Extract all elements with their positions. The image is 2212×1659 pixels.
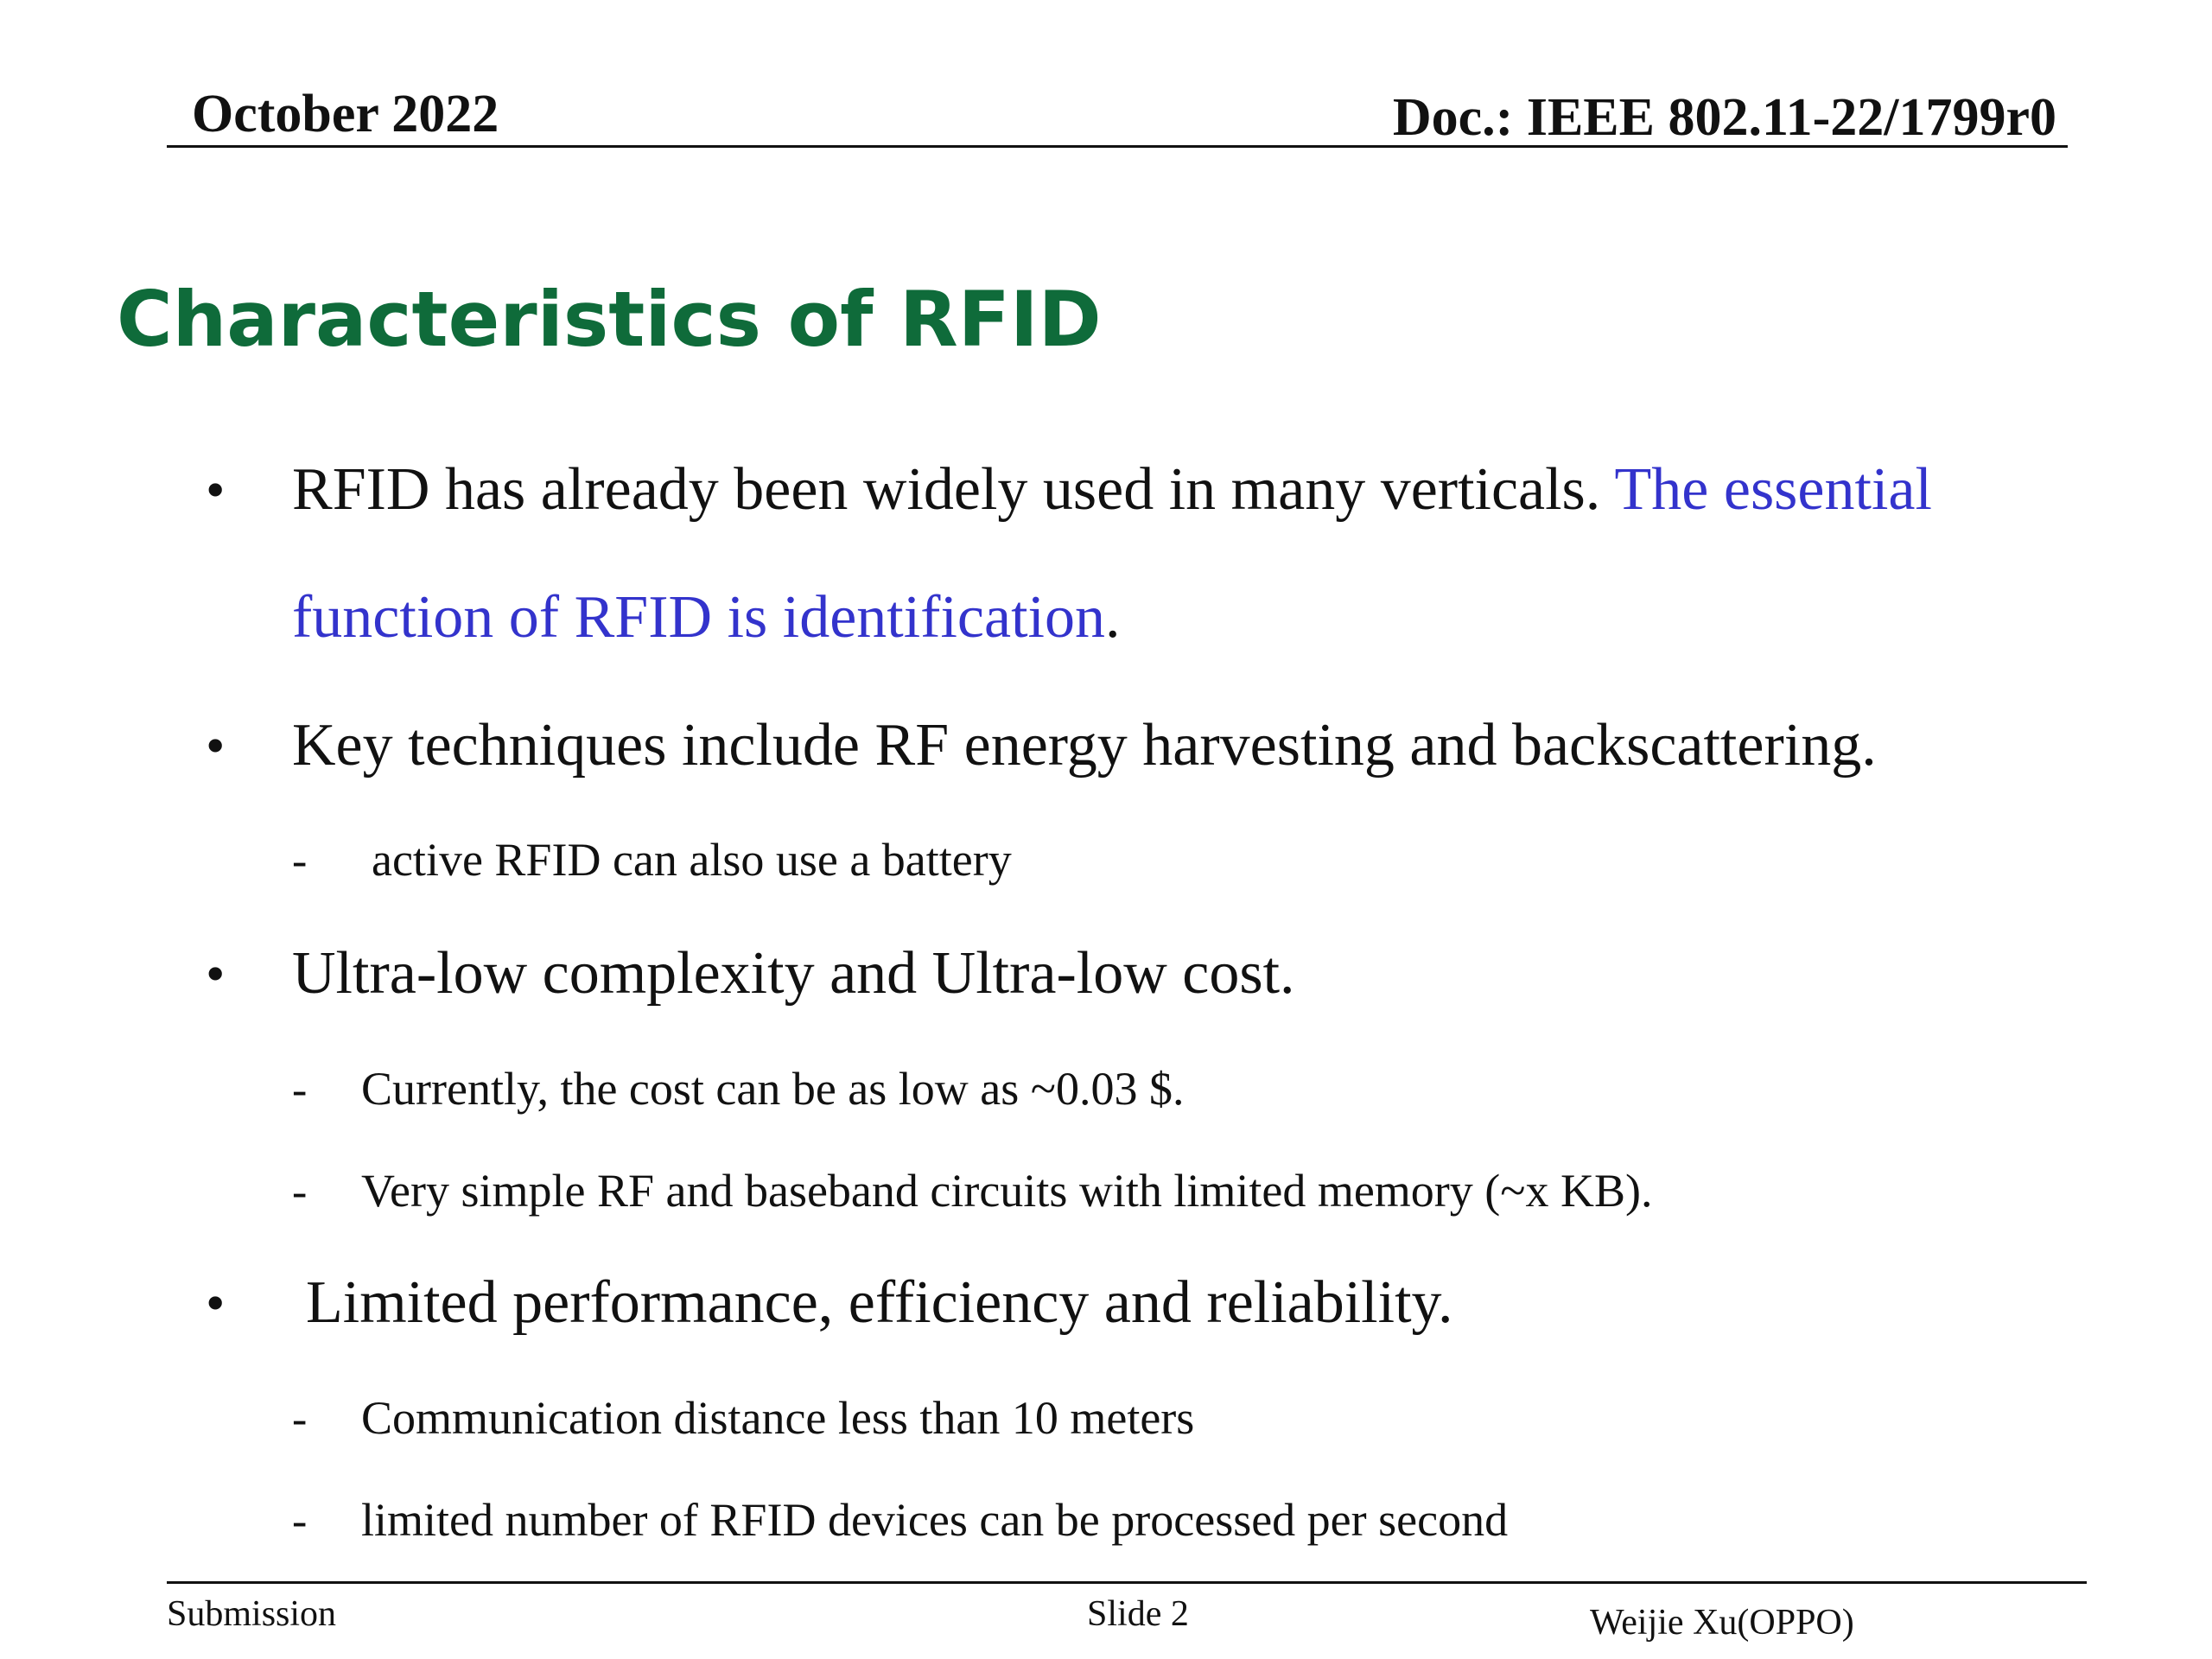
- header-date: October 2022: [192, 85, 499, 143]
- sub-bullet-marker: -: [292, 836, 308, 886]
- bullet-marker: •: [206, 715, 226, 776]
- bullet-marker: •: [206, 459, 226, 520]
- bullet-1-text: RFID has already been widely used in many verticals.: [292, 456, 1615, 523]
- bullet-3-text: Ultra-low complexity and Ultra-low cost.: [292, 940, 1295, 1007]
- bullet-marker: •: [206, 943, 226, 1004]
- bullet-4-sub-2: limited number of RFID devices can be processed per second: [361, 1494, 1509, 1546]
- bullet-4-text: Limited performance, efficiency and reliability.: [306, 1269, 1453, 1336]
- header-divider: [167, 145, 2068, 148]
- header-doc-number: Doc.: IEEE 802.11-22/1799r0: [1392, 88, 2056, 147]
- bullet-1-line-2: [292, 579, 1120, 657]
- bullet-2-sub-1: active RFID can also use a battery: [372, 834, 1012, 886]
- bullet-2-text: Key techniques include RF energy harvesting and backscattering.: [292, 712, 1877, 779]
- bullet-1-highlight-2: function of RFID is identification: [292, 584, 1105, 651]
- bullet-1-line-1: [292, 451, 1932, 529]
- footer-author: Weijie Xu(OPPO): [1590, 1603, 1854, 1643]
- sub-bullet-marker: -: [292, 1497, 308, 1546]
- footer-slide-number: Slide 2: [1087, 1594, 1189, 1634]
- bullet-marker: •: [206, 1272, 226, 1333]
- sub-bullet-marker: -: [292, 1395, 308, 1444]
- bullet-3-sub-1: Currently, the cost can be as low as ~0.03 $.: [361, 1063, 1185, 1115]
- footer-divider: [167, 1581, 2087, 1584]
- bullet-4-sub-1: Communication distance less than 10 meters: [361, 1392, 1195, 1444]
- sub-bullet-marker: -: [292, 1065, 308, 1115]
- footer-submission: Submission: [167, 1594, 337, 1634]
- bullet-3-sub-2: Very simple RF and baseband circuits with limited memory (~x KB).: [361, 1165, 1653, 1217]
- sub-bullet-marker: -: [292, 1167, 308, 1217]
- bullet-1-highlight-1: The essential: [1614, 456, 1932, 523]
- slide-title: Characteristics of RFID: [117, 275, 1102, 364]
- bullet-1-end: .: [1104, 584, 1121, 651]
